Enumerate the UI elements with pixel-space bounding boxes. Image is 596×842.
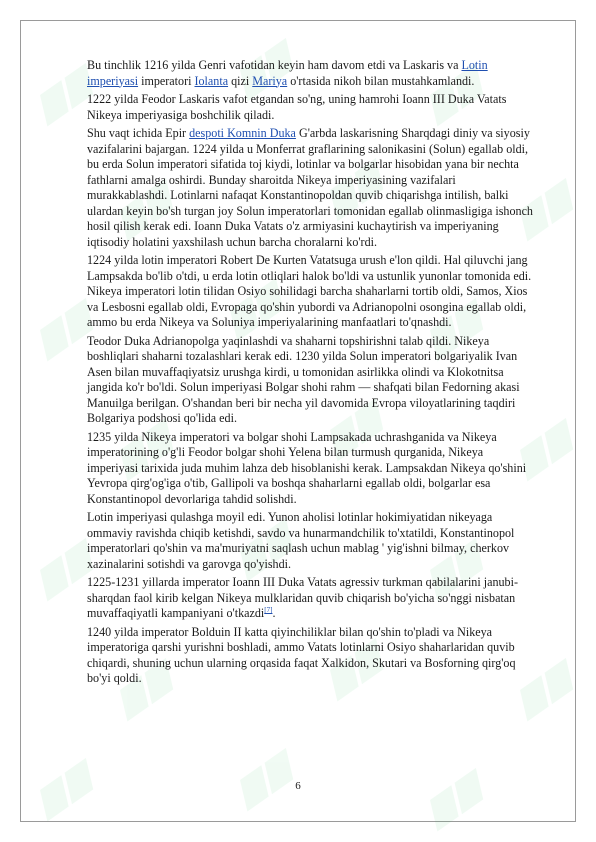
paragraph-1-text-end: o'rtasida nikoh bilan mustahkamlandi. bbox=[287, 73, 475, 88]
paragraph-8 bbox=[87, 575, 533, 622]
link-mariya[interactable]: Mariya bbox=[252, 73, 288, 88]
paragraph-5: Teodor Duka Adrianopolga yaqinlashdi va shaharni topshirishni talab qildi. Nikeya boshliqlari shaharni tozalashlari kerak edi. 1230 yilda Solun imperatori bolgariyalik Ivan Asen bilan muvaffaqiyatsiz urushga kirdi, u tomonidan asirlikka olindi va Klokotnitsa jangida ko'r bo'ldi. Solun imperiyasi Bolgar shohi rahm — shafqati bilan Fedorning akasi Manuilga berilgan. O'shandan beri bir necha yil davomida Evropa viloyatlarining taqdiri Bolgariya podshosi qo'lida edi. bbox=[87, 333, 520, 425]
page-body bbox=[87, 58, 533, 690]
paragraph-3-text-end: G'arbda laskarisning Sharqdagi diniy va siyosiy vazifalarini bajargan. 1224 yilda u Monferrat graflarining salonikasini (Solun) egallab oldi, bu erda Solun imperatori sifatida toj kiydi, lotinlar va bolgarlar hisobidan yana bir nechta fathlarni amalga oshirdi. Bunday sharoitda Nikeya imperiyasining vazifalari murakkablashdi. Lotinlarni nafaqat Konstantinopoldan quvib chiqarishga intilish, balki ulardan keyin bo'sh turgan joy Solun imperatorlari tomonidan egallab olinmasligiga ishonch hosil qilish kerak edi. Ioann Duka Vatats o'z armiyasini kuchaytirish va imperiyaning iqtisodiy holatini yaxshilash uchun barcha choralarni ko'rdi. bbox=[87, 126, 533, 249]
paragraph-3 bbox=[87, 126, 533, 250]
link-despoti-komnin-duka[interactable]: despoti Komnin Duka bbox=[189, 126, 296, 140]
paragraph-9: 1240 yilda imperator Bolduin II katta qiyinchiliklar bilan qo'shin to'pladi va Nikeya imperatoriga qarshi yurishni boshladi, ammo Vatats lotinlarni Osiyo shaharlaridan quvib chiqardi, shuning uchun ularning orqasida faqat Xalkidon, Skutari va Bosforning qirg'oq bo'yi qoldi. bbox=[87, 624, 516, 685]
paragraph-2: 1222 yilda Feodor Laskaris vafot etgandan so'ng, uning hamrohi Ioann III Duka Vatats Nikeya imperiyasiga boshchilik qiladi. bbox=[87, 92, 507, 122]
link-lotin-imperiyasi[interactable]: Lotin imperiyasi bbox=[87, 58, 488, 88]
paragraph-4: 1224 yilda lotin imperatori Robert De Kurten Vatatsuga urush e'lon qildi. Hal qiluvchi jang Lampsakda bo'lib o'tdi, u erda lotin otliqlari halok bo'ldi va ustunlik yunonlar tomonida edi. Nikeya imperatori lotin tilidan Osiyo sohilidagi barcha shaharlarni tortib oldi, Samos, Xios va Lesbosni egallab oldi, Evropaga qo'shin yubordi va Adrianopolni osongina egallab oldi, ammo bu erda Nikeya va Soluniya imperiyalarining manfaatlari to'qnashdi. bbox=[87, 253, 532, 329]
paragraph-6: 1235 yilda Nikeya imperatori va bolgar shohi Lampsakada uchrashganida va Nikeya imperatorining o'g'li Feodor bolgar shohi Yelena bilan turmush qurganida, Nikeya imperiyasi tarixida juda muhim lahza deb hisoblanishi kerak. Lampsakdan Nikeya qo'shini Yevropa qirg'og'iga o'tib, Gallipoli va boshqa shaharlarni egallab oldi, bolgarlar esa Konstantinopol devorlariga tahdid solishdi. bbox=[87, 429, 527, 506]
paragraph-3-text-start: Shu vaqt ichida Epir bbox=[87, 126, 190, 140]
paragraph-1 bbox=[87, 58, 533, 89]
paragraph-1-text-start: Bu tinchlik 1216 yilda Genri vafotidan keyin ham davom etdi va Laskaris va bbox=[87, 58, 462, 72]
paragraph-1-text-mid2: qizi bbox=[228, 73, 253, 88]
footnote-link[interactable]: [7] bbox=[264, 605, 273, 614]
link-iolanta[interactable]: Iolanta bbox=[194, 73, 229, 88]
paragraph-8-text-end: . bbox=[272, 606, 276, 620]
page-number: 6 bbox=[295, 780, 301, 792]
paragraph-7: Lotin imperiyasi qulashga moyil edi. Yunon aholisi lotinlar hokimiyatidan nikeyaga ommaviy ravishda chiqib ketishdi, savdo va hunarmandchilik to'xtatildi, Konstantinopol imperatorlari qo'shin va ma'muriyatni saqlash uchun mablag ' yig'ishni bilmay, cherkov xazinalarini sotishdi va garovga qo'yishdi. bbox=[87, 510, 515, 571]
paragraph-8-text: 1225-1231 yillarda imperator Ioann III Duka Vatats agressiv turkman qabilalarini janubi-sharqdan faol kirib kelgan Nikeya mulklaridan quvib chiqarish bo'yicha so'nggi nisbatan muvaffaqiyatli kampaniyani o'tkazdi bbox=[87, 575, 518, 620]
paragraph-1-text-mid1: imperatori bbox=[138, 73, 195, 88]
